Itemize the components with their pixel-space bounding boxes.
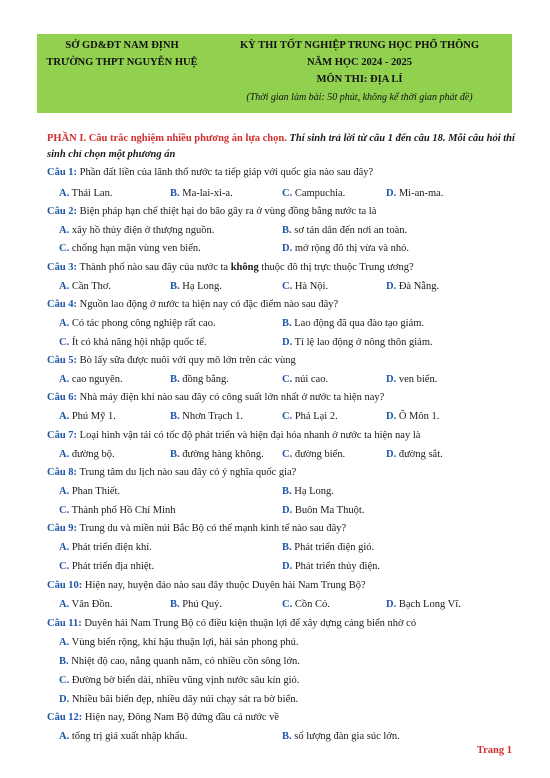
option[interactable]: A. Cần Thơ. <box>59 281 112 292</box>
option[interactable]: A. cao nguyên. <box>59 374 123 385</box>
question-6: Câu 6: Nhà máy điện khí nào sau đây có công suất lớn nhất ở nước ta hiện nay? <box>47 392 385 403</box>
question-12: Câu 12: Hiện nay, Đông Nam Bộ đứng đầu cả nước về <box>47 712 280 723</box>
option[interactable]: B. Nhơn Trạch 1. <box>170 411 243 422</box>
option[interactable]: D. ven biển. <box>386 374 438 385</box>
option[interactable]: A. Vân Đồn. <box>59 599 113 610</box>
option[interactable]: C. Phả Lại 2. <box>282 411 338 422</box>
option[interactable]: C. núi cao. <box>282 374 329 385</box>
option[interactable]: C. Cồn Cỏ. <box>282 599 330 610</box>
option[interactable]: B. Phát triển điện gió. <box>282 542 375 553</box>
question-8: Câu 8: Trung tâm du lịch nào sau đây có ý nghĩa quốc gia? <box>47 467 297 478</box>
option[interactable]: C. Thành phố Hồ Chí Minh <box>59 505 176 516</box>
option[interactable]: A. Phú Mỹ 1. <box>59 411 116 422</box>
school-name: TRƯỜNG THPT NGUYỄN HUỆ <box>46 57 198 68</box>
subject: MÔN THI: ĐỊA LÍ <box>316 74 403 85</box>
question-3: Câu 3: Thành phố nào sau đây của nước ta không thuộc đô thị trực thuộc Trung ương? <box>47 262 414 273</box>
option[interactable]: B. đồng bằng. <box>170 374 229 385</box>
question-7: Câu 7: Loại hình vận tải có tốc độ phát triển và hiện đại hóa nhanh ở nước ta hiện nay là <box>47 430 421 441</box>
option[interactable]: B. Hạ Long. <box>170 281 222 292</box>
option[interactable]: D. mở rộng đô thị vừa và nhỏ. <box>282 243 410 254</box>
time-note: (Thời gian làm bài: 50 phút, không kể thời gian phát đề) <box>246 92 473 103</box>
option[interactable]: C. đường biển. <box>282 449 346 460</box>
option[interactable]: D. Mi-an-ma. <box>386 188 444 199</box>
option[interactable]: B. Ma-lai-xi-a. <box>170 188 233 199</box>
question-5: Câu 5: Bò lấy sữa được nuôi với quy mô lớn trên các vùng <box>47 355 296 366</box>
option[interactable]: D. Bạch Long Vĩ. <box>386 599 461 610</box>
option[interactable]: B. Lao động đã qua đào tạo giảm. <box>282 318 425 329</box>
option[interactable]: A. Có tác phong công nghiệp rất cao. <box>59 318 216 329</box>
option[interactable]: C. Hà Nội. <box>282 281 329 292</box>
option[interactable]: B. số lượng đàn gia súc lớn. <box>282 731 400 742</box>
part-instruction: Thí sinh trả lời từ câu 1 đến câu 18. Mỗi câu hỏi thí sinh chỉ chọn một phương án <box>47 133 515 160</box>
option[interactable]: C. Campuchia. <box>282 188 346 199</box>
option[interactable]: B. Hạ Long. <box>282 486 334 497</box>
option[interactable]: C. Đường bờ biển dài, nhiều vũng vịnh nước sâu kín gió. <box>59 675 300 686</box>
question-2: Câu 2: Biện pháp hạn chế thiệt hại do bão gây ra ở vùng đồng bằng nước ta là <box>47 206 377 217</box>
option[interactable]: D. Tỉ lệ lao động ở nông thôn giảm. <box>282 337 433 348</box>
option[interactable]: C. chống hạn mặn vùng ven biển. <box>59 243 201 254</box>
option[interactable]: D. đường sắt. <box>386 449 443 460</box>
department-name: SỞ GD&ĐT NAM ĐỊNH <box>65 40 179 51</box>
option[interactable]: A. xây hồ thủy điện ở thượng nguồn. <box>59 225 215 236</box>
option[interactable]: A. Vùng biển rộng, khí hậu thuận lợi, hải sản phong phú. <box>59 637 299 648</box>
question-4: Câu 4: Nguồn lao động ở nước ta hiện nay có đặc điểm nào sau đây? <box>47 299 339 310</box>
part-heading <box>47 131 517 163</box>
option[interactable]: B. Phú Quý. <box>170 599 222 610</box>
option[interactable]: D. Đà Nẵng. <box>386 281 440 292</box>
page-number: Trang 1 <box>476 745 512 756</box>
option[interactable]: C. Ít có khả năng hội nhập quốc tế. <box>59 337 207 348</box>
part-label: PHẦN I. Câu trắc nghiệm nhiều phương án lựa chọn. <box>47 133 287 144</box>
option[interactable]: B. sơ tán dân đến nơi an toàn. <box>282 225 408 236</box>
question-10: Câu 10: Hiện nay, huyện đảo nào sau đây thuộc Duyên hải Nam Trung Bộ? <box>47 580 366 591</box>
option[interactable]: A. tổng trị giá xuất nhập khẩu. <box>59 731 188 742</box>
option[interactable]: A. Thái Lan. <box>59 188 113 199</box>
question-1: Câu 1: Phần đất liền của lãnh thổ nước ta tiếp giáp với quốc gia nào sau đây? <box>47 167 374 178</box>
question-9: Câu 9: Trung du và miền núi Bắc Bộ có thế mạnh kinh tế nào sau đây? <box>47 523 347 534</box>
option[interactable]: D. Buôn Ma Thuột. <box>282 505 365 516</box>
option[interactable]: D. Nhiều bãi biển đẹp, nhiều dãy núi chạy sát ra bờ biển. <box>59 694 299 705</box>
school-year: NĂM HỌC 2024 - 2025 <box>307 57 412 68</box>
option[interactable]: D. Phát triển thủy điện. <box>282 561 380 572</box>
option[interactable]: A. Phát triển điện khí. <box>59 542 152 553</box>
option[interactable]: C. Phát triển địa nhiệt. <box>59 561 155 572</box>
option[interactable]: B. Nhiệt độ cao, nắng quanh năm, có nhiều cồn sông lớn. <box>59 656 300 667</box>
option[interactable]: B. đường hàng không. <box>170 449 264 460</box>
option[interactable]: D. Ô Môn 1. <box>386 411 440 422</box>
exam-title: KỲ THI TỐT NGHIỆP TRUNG HỌC PHỔ THÔNG <box>239 40 480 51</box>
option[interactable]: A. đường bộ. <box>59 449 115 460</box>
question-11: Câu 11: Duyên hải Nam Trung Bộ có điều kiện thuận lợi để xây dựng cảng biển nhờ có <box>47 618 417 629</box>
option[interactable]: A. Phan Thiết. <box>59 486 121 497</box>
exam-header <box>37 34 512 113</box>
